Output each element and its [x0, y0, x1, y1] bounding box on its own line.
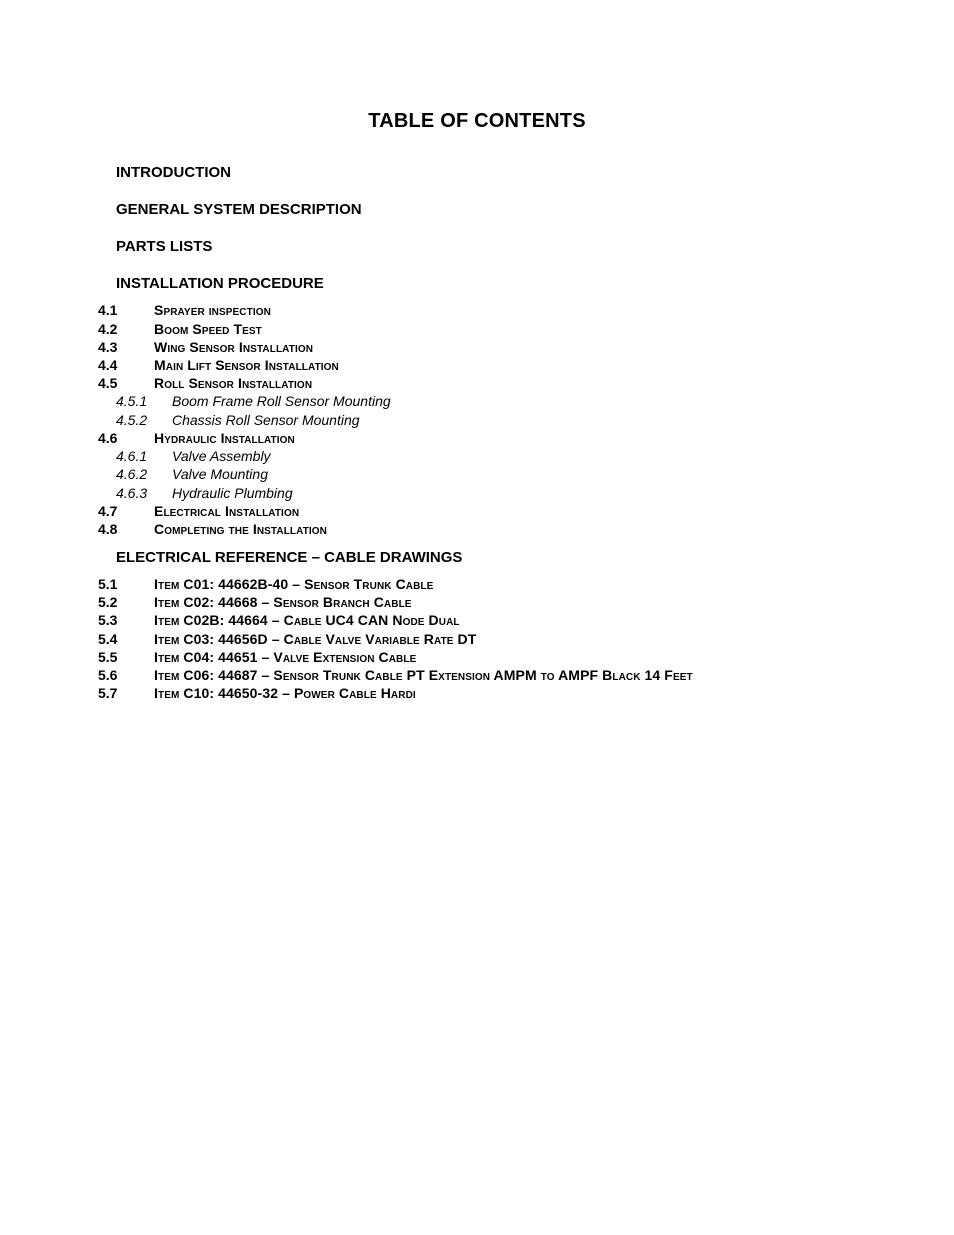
toc-entry-text: Roll Sensor Installation — [154, 375, 313, 391]
toc-entry-number: 4.3 — [98, 339, 118, 355]
toc-entry-number: 4.6.1 — [116, 448, 148, 464]
toc-entry-text: Item C01: 44662B-40 – Sensor Trunk Cable — [154, 576, 434, 592]
toc-entry-number: 4.8 — [98, 521, 118, 537]
toc-entry-text: Wing Sensor Installation — [154, 339, 314, 355]
toc-entry-number: 4.5 — [98, 375, 118, 391]
toc-entry-text: Sprayer inspection — [154, 302, 271, 318]
toc-entry-text: Item C03: 44656D – Cable Valve Variable Rate DT — [154, 631, 477, 647]
toc-entry-text: PARTS LISTS — [116, 238, 213, 255]
toc-entry-text: Item C04: 44651 – Valve Extension Cable — [154, 649, 417, 665]
toc-entry-text: Valve Mounting — [172, 466, 268, 482]
toc-entry-number: 4.6.2 — [116, 466, 148, 482]
toc-title: TABLE OF CONTENTS — [368, 110, 586, 132]
toc-entry-number: 5.3 — [98, 612, 118, 628]
toc-entry-number: 4.6 — [98, 430, 118, 446]
toc-entry-number: 5.4 — [98, 631, 118, 647]
toc-entry-text: Boom Speed Test — [154, 321, 262, 337]
toc-entry-text: GENERAL SYSTEM DESCRIPTION — [116, 201, 362, 218]
toc-entry-text: INTRODUCTION — [116, 164, 231, 181]
toc-entry-text: ELECTRICAL REFERENCE – CABLE DRAWINGS — [116, 549, 463, 566]
toc-entry-text: Valve Assembly — [172, 448, 271, 464]
toc-entry-number: 5.7 — [98, 685, 118, 701]
toc-entry-text: Main Lift Sensor Installation — [154, 357, 339, 373]
toc-entry-text: Boom Frame Roll Sensor Mounting — [172, 393, 391, 409]
toc-entry-number: 4.5.1 — [116, 393, 148, 409]
toc-entry-number: 4.1 — [98, 302, 118, 318]
toc-entry-number: 5.2 — [98, 594, 118, 610]
toc-entry-text: Hydraulic Plumbing — [172, 485, 293, 501]
toc-entry-text: Item C10: 44650-32 – Power Cable Hardi — [154, 685, 416, 701]
toc-entry-text: INSTALLATION PROCEDURE — [116, 275, 324, 292]
toc-entry-text: Item C06: 44687 – Sensor Trunk Cable PT Extension AMPM to AMPF Black 14 Feet — [154, 667, 693, 683]
toc-entry-number: 4.7 — [98, 503, 118, 519]
toc-entry-text: Hydraulic Installation — [154, 430, 295, 446]
toc-entry-number: 4.6.3 — [116, 485, 148, 501]
toc-entry-text: Item C02: 44668 – Sensor Branch Cable — [154, 594, 412, 610]
toc-entry-number: 4.2 — [98, 321, 118, 337]
toc-entry-text: Chassis Roll Sensor Mounting — [172, 412, 360, 428]
toc-entry-number: 5.1 — [98, 576, 118, 592]
toc-entry-number: 4.5.2 — [116, 412, 148, 428]
toc-entry-text: Completing the Installation — [154, 521, 327, 537]
toc-entry-text: Electrical Installation — [154, 503, 300, 519]
toc-entry-text: Item C02B: 44664 – Cable UC4 CAN Node Dual — [154, 612, 460, 628]
toc-entry-number: 5.5 — [98, 649, 118, 665]
toc-entry-number: 4.4 — [98, 357, 118, 373]
toc-entry-number: 5.6 — [98, 667, 118, 683]
